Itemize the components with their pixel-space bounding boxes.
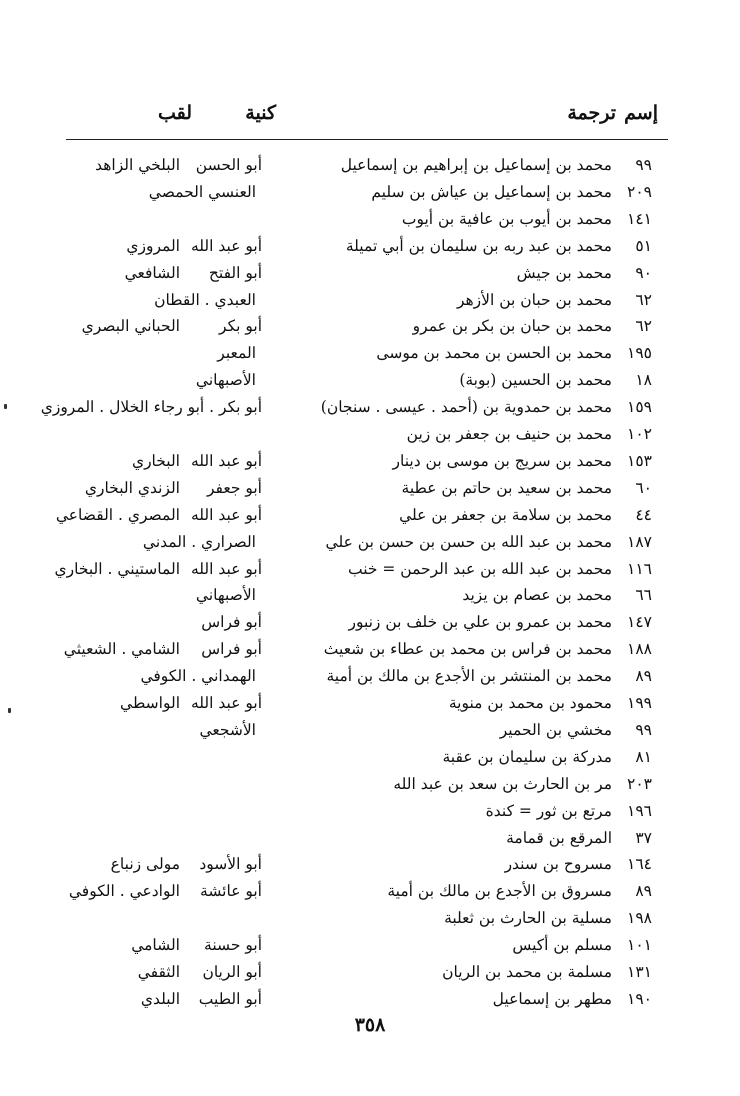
- table-row: [0, 826, 740, 852]
- entry-name: محمد بن عبد الله بن عبد الرحمن = خنب: [347, 559, 612, 578]
- table-row: [0, 799, 740, 825]
- header-rule: [66, 139, 668, 140]
- table-row: [0, 664, 740, 690]
- entry-name: محمد بن سريج بن موسى بن دينار: [392, 451, 612, 470]
- entry-laqab: العنسي الحمصي: [148, 182, 256, 201]
- entry-laqab: المعبر: [217, 344, 256, 363]
- entry-number: ١٠٢: [627, 425, 652, 443]
- entry-kunya: أبو الفتح: [208, 263, 262, 282]
- entry-laqab: الواسطي: [120, 694, 180, 712]
- header-kunya: كنية: [245, 102, 276, 124]
- table-row: [0, 153, 740, 179]
- entry-laqab: العبدي . القطان: [154, 290, 256, 309]
- entry-number: ٦٢: [635, 290, 652, 309]
- entry-number: ١٣١: [627, 963, 652, 981]
- entry-laqab: البلدي: [140, 989, 180, 1008]
- entry-name: محمد بن سعيد بن حاتم بن عطية: [401, 478, 612, 497]
- table-row: [0, 852, 740, 878]
- entry-number: ١٥٩: [627, 398, 652, 417]
- entry-laqab: الأشجعي: [199, 720, 256, 739]
- entry-name: مدركة بن سليمان بن عقبة: [442, 747, 612, 766]
- entry-name: مسروق بن الأجدع بن مالك بن أمية: [387, 882, 612, 901]
- entry-kunya: أبو بكر . أبو رجاء الخلال . المروزي: [40, 398, 262, 417]
- entry-name: مرتع بن ثور = كندة: [485, 801, 612, 820]
- entry-name: مطهر بن إسماعيل: [492, 989, 612, 1008]
- entry-number: ١٩٠: [627, 989, 652, 1008]
- entry-name: محمد بن فراس بن محمد بن عطاء بن شعيث: [323, 640, 612, 659]
- entry-laqab: الثقفي: [137, 963, 180, 981]
- entry-name: محمد بن سلامة بن جعفر بن علي: [399, 505, 612, 524]
- entry-number: ١٩٨: [627, 909, 652, 928]
- entry-number: ٦٦: [635, 586, 652, 605]
- entry-number: ٨١: [635, 747, 652, 766]
- table-row: [0, 261, 740, 287]
- entry-number: ١٥٣: [627, 451, 652, 470]
- entry-number: ١٩٦: [627, 801, 652, 820]
- table-row: [0, 207, 740, 233]
- entry-laqab: المروزي: [126, 236, 180, 255]
- entry-kunya: أبو حسنة: [204, 936, 262, 955]
- entry-laqab: الأصبهاني: [195, 371, 256, 390]
- entry-laqab: البخاري: [131, 451, 180, 470]
- table-row: [0, 772, 740, 798]
- entry-name: محمد بن إسماعيل بن إبراهيم بن إسماعيل: [340, 156, 612, 174]
- entry-kunya: أبو الطيب: [198, 989, 262, 1008]
- entry-name: مر بن الحارث بن سعد بن عبد الله: [393, 774, 612, 793]
- entry-name: محمد بن عبد الله بن حسن بن حسن بن علي: [325, 532, 612, 551]
- entry-kunya: أبو فراس: [201, 613, 262, 632]
- entry-laqab: الأصبهاني: [195, 586, 256, 605]
- table-row: [0, 745, 740, 771]
- header-laqab: لقب: [157, 102, 192, 124]
- header-tarjama: ترجمة: [567, 102, 616, 124]
- entry-laqab: المصري . القضاعي: [55, 505, 180, 524]
- entry-name: محمد بن المنتشر بن الأجدع بن مالك بن أمية: [326, 667, 612, 686]
- entry-laqab: الهمداني . الكوفي: [140, 667, 256, 686]
- table-row: [0, 476, 740, 502]
- entry-name: مخشي بن الحمير: [499, 720, 612, 739]
- entry-number: ١٠١: [627, 936, 652, 955]
- table-row: [0, 879, 740, 905]
- table-row: [0, 691, 740, 717]
- entry-name: المرقع بن قمامة: [506, 828, 612, 847]
- table-row: [0, 368, 740, 394]
- entry-name: محمد بن حمدوية بن (أحمد . عيسى . سنجان): [320, 398, 612, 417]
- entry-kunya: أبو عائشة: [200, 882, 262, 901]
- entry-laqab: الشامي: [131, 936, 180, 955]
- entry-name: محمد بن حنيف بن جعفر بن زين: [406, 425, 612, 443]
- table-row: [0, 422, 740, 448]
- entry-number: ١٤١: [627, 209, 652, 228]
- scan-mark: [4, 404, 7, 409]
- entry-number: ٦٠: [635, 478, 652, 497]
- entry-number: ١٤٧: [627, 613, 652, 632]
- entry-kunya: أبو جعفر: [206, 478, 262, 497]
- entry-number: ١٨٧: [627, 532, 652, 551]
- header-ism: إسم: [624, 102, 658, 124]
- entry-number: ١٨: [635, 371, 652, 390]
- entry-kunya: أبو عبد الله: [190, 694, 262, 712]
- table-row: [0, 933, 740, 959]
- table-row: [0, 288, 740, 314]
- entry-laqab: الحباني البصري: [81, 317, 180, 336]
- entry-name: محمد بن عصام بن يزيد: [462, 586, 612, 605]
- entry-number: ٩٩: [635, 156, 652, 174]
- entry-name: محمد بن حبان بن بكر بن عمرو: [412, 317, 612, 336]
- entry-number: ٤٤: [635, 505, 652, 524]
- entry-name: محمد بن إسماعيل بن عياش بن سليم: [371, 182, 612, 201]
- table-row: [0, 234, 740, 260]
- entry-name: محمد بن حبان بن الأزهر: [456, 290, 612, 309]
- table-row: [0, 557, 740, 583]
- entry-number: ٢٠٣: [627, 774, 652, 793]
- entry-kunya: أبو الحسن: [195, 156, 262, 174]
- entry-number: ٢٠٩: [627, 182, 652, 201]
- entry-laqab: البلخي الزاهد: [95, 156, 180, 174]
- entry-number: ١١٦: [627, 559, 652, 578]
- entry-number: ١٨٨: [627, 640, 652, 659]
- table-row: [0, 610, 740, 636]
- entry-laqab: الشامي . الشعيثي: [63, 640, 180, 659]
- table-row: [0, 987, 740, 1013]
- entry-number: ٥١: [635, 236, 652, 255]
- entry-name: مسروح بن سندر: [504, 855, 612, 874]
- table-row: [0, 314, 740, 340]
- entry-kunya: أبو فراس: [201, 640, 262, 659]
- scan-mark: [8, 708, 11, 713]
- entry-name: مسلية بن الحارث بن ثعلبة: [444, 909, 612, 928]
- entry-name: محمد بن جيش: [516, 263, 612, 282]
- entry-number: ٩٠: [635, 263, 652, 282]
- entry-name: محمد بن أيوب بن عافية بن أيوب: [401, 209, 612, 228]
- table-row: [0, 341, 740, 367]
- entry-kunya: أبو عبد الله: [190, 559, 262, 578]
- entry-name: مسلمة بن محمد بن الريان: [442, 963, 612, 981]
- entry-name: محمد بن عمرو بن علي بن خلف بن زنبور: [348, 613, 612, 632]
- table-row: [0, 960, 740, 986]
- entry-name: محمود بن محمد بن منوية: [448, 694, 612, 712]
- entry-name: مسلم بن أكيس: [512, 936, 612, 955]
- entry-number: ١٩٥: [627, 344, 652, 363]
- table-row: [0, 449, 740, 475]
- entry-kunya: أبو عبد الله: [190, 505, 262, 524]
- entry-kunya: أبو عبد الله: [190, 236, 262, 255]
- entry-laqab: الزندي البخاري: [84, 478, 180, 497]
- entry-name: محمد بن الحسن بن محمد بن موسى: [376, 344, 612, 363]
- entry-number: ٣٧: [635, 828, 652, 847]
- table-row: [0, 530, 740, 556]
- entry-kunya: أبو عبد الله: [190, 451, 262, 470]
- table-row: [0, 718, 740, 744]
- entry-laqab: الصراري . المدني: [142, 532, 256, 551]
- entry-number: ١٩٩: [627, 694, 652, 712]
- entry-kunya: أبو الريان: [202, 963, 262, 981]
- table-row: [0, 583, 740, 609]
- entry-laqab: مولى زنباع: [110, 855, 180, 874]
- entry-number: ٩٩: [635, 720, 652, 739]
- table-row: [0, 395, 740, 421]
- table-row: [0, 180, 740, 206]
- entry-number: ٨٩: [635, 882, 652, 901]
- entry-kunya: أبو الأسود: [199, 855, 262, 874]
- entry-number: ٨٩: [635, 667, 652, 686]
- entry-laqab: الماستيني . البخاري: [54, 559, 180, 578]
- table-row: [0, 503, 740, 529]
- entry-number: ١٦٤: [627, 855, 652, 874]
- entry-laqab: الوادعي . الكوفي: [68, 882, 180, 901]
- entry-name: محمد بن عبد ربه بن سليمان بن أبي تميلة: [345, 236, 612, 255]
- table-row: [0, 637, 740, 663]
- entry-kunya: أبو بكر: [219, 317, 262, 336]
- page-number: ٣٥٨: [354, 1014, 386, 1036]
- entry-laqab: الشافعي: [124, 263, 180, 282]
- entry-name: محمد بن الحسين (بوبة): [459, 371, 612, 390]
- entry-number: ٦٢: [635, 317, 652, 336]
- table-row: [0, 906, 740, 932]
